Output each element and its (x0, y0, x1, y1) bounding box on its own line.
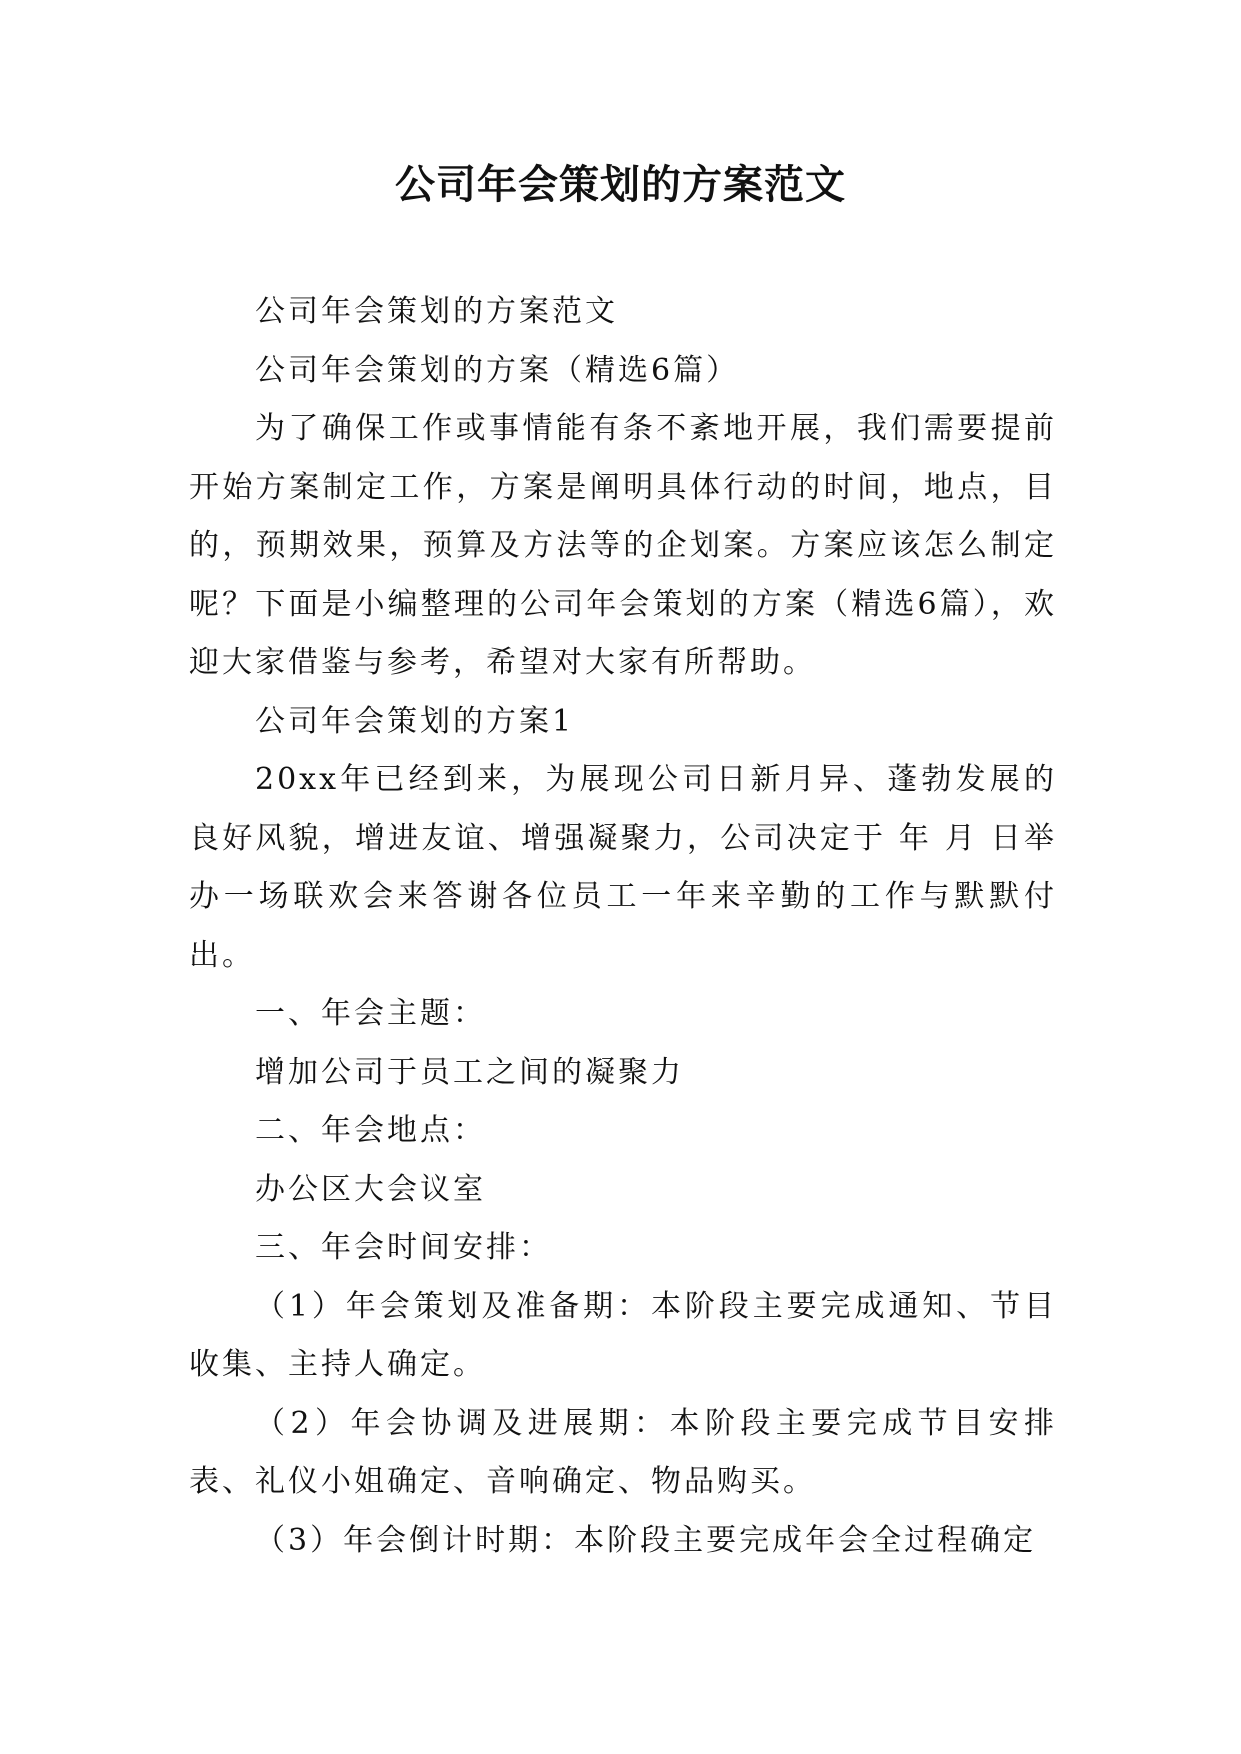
document-title: 公司年会策划的方案范文 (395, 162, 846, 208)
section-content-location: 办公区大会议室 (255, 1171, 486, 1207)
schedule-item-3: （3）年会倒计时期：本阶段主要完成年会全过程确定 (255, 1522, 1037, 1558)
section-content-theme: 增加公司于员工之间的凝聚力 (255, 1054, 684, 1090)
paragraph-collection-title: 公司年会策划的方案（精选6篇） (255, 352, 740, 388)
paragraph-plan-1-intro: 20xx年已经到来，为展现公司日新月异、蓬勃发展的良好风貌，增进友谊、增强凝聚力，公司决定于 年 月 日举办一场联欢会来答谢各位员工一年来辛勤的工作与默默付出。 (189, 762, 1057, 973)
section-heading-schedule: 三、年会时间安排： (255, 1230, 552, 1265)
paragraph-subtitle: 公司年会策划的方案范文 (255, 294, 618, 329)
section-heading-location: 二、年会地点： (255, 1113, 486, 1148)
paragraph-intro: 为了确保工作或事情能有条不紊地开展，我们需要提前开始方案制定工作，方案是阐明具体行动的时间，地点，目的，预期效果，预算及方法等的企划案。方案应该怎么制定呢？下面是小编整理的公司年会策划的方案（精选6篇），欢迎大家借鉴与参考，希望对大家有所帮助。 (189, 411, 1057, 680)
schedule-item-2: （2）年会协调及进展期：本阶段主要完成节目安排表、礼仪小姐确定、音响确定、物品购买。 (189, 1405, 1057, 1499)
document-body (189, 283, 1057, 1570)
section-heading-theme: 一、年会主题： (255, 996, 486, 1031)
schedule-item-1: （1）年会策划及准备期：本阶段主要完成通知、节目收集、主持人确定。 (189, 1288, 1057, 1382)
paragraph-plan-1-heading: 公司年会策划的方案1 (255, 703, 575, 739)
